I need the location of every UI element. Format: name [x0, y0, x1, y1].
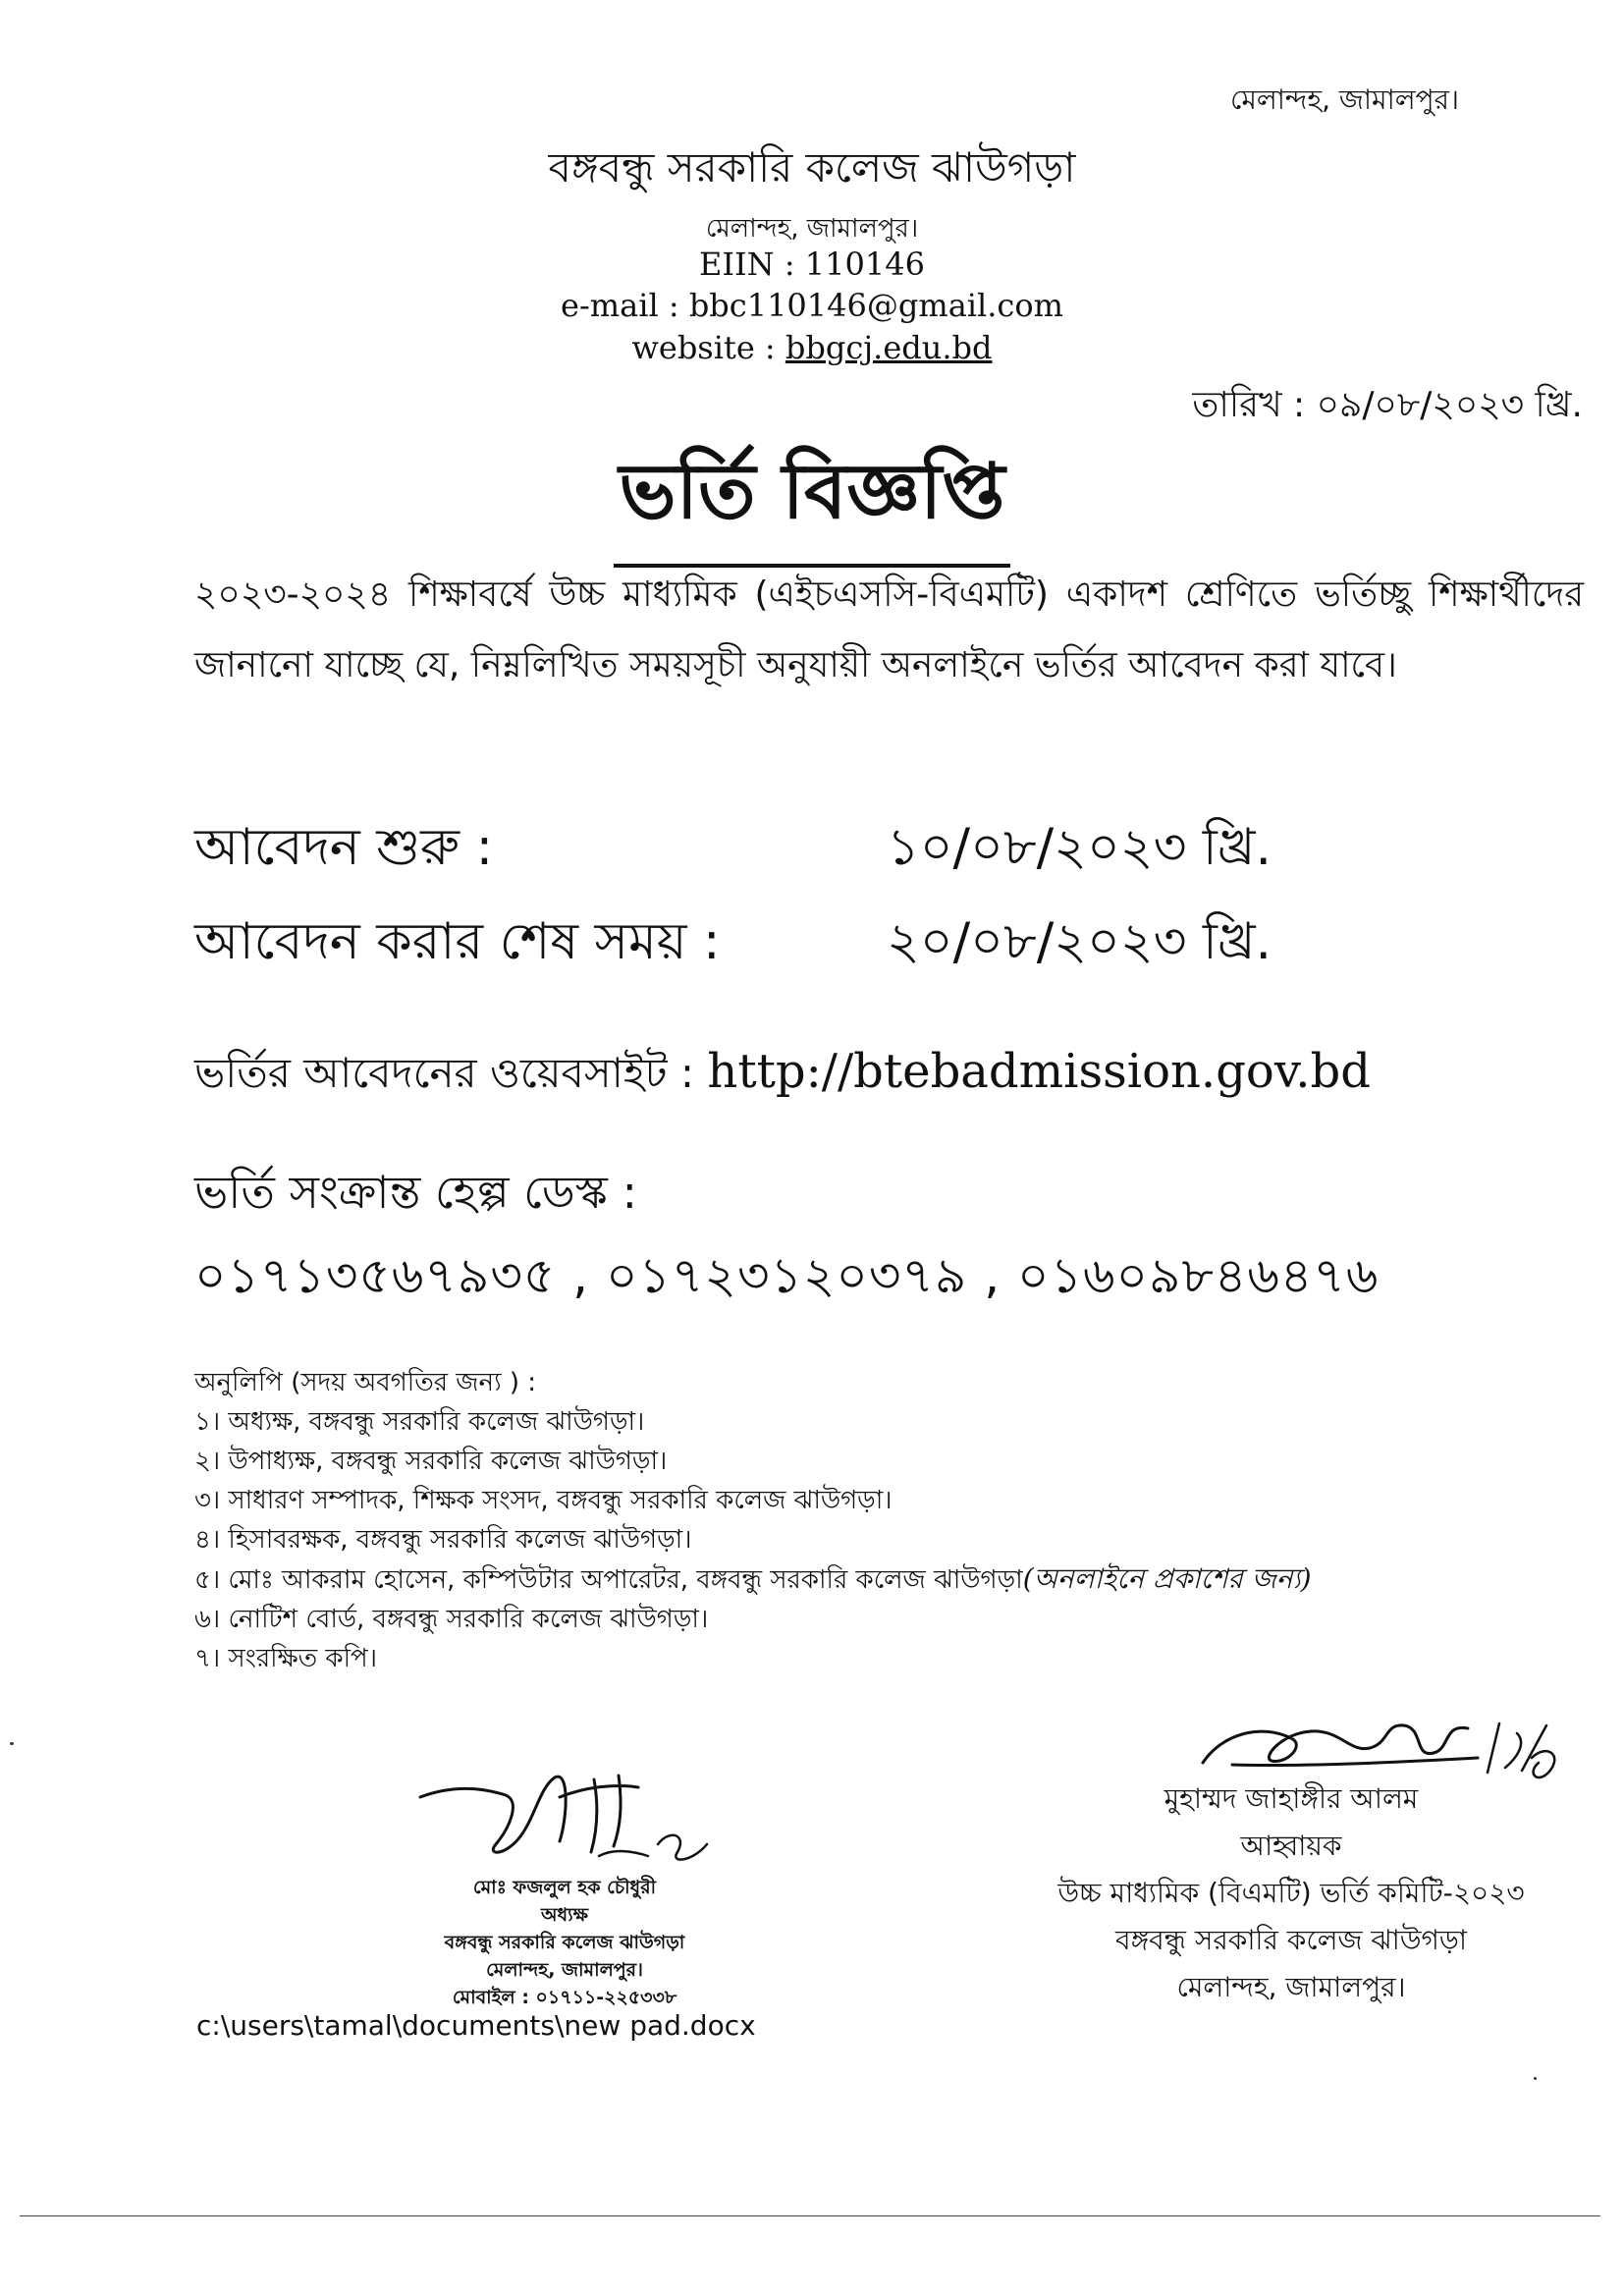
- copy-list-item: ৩। সাধারণ সম্পাদক, শিক্ষক সংসদ, বঙ্গবন্ধু সরকারি কলেজ ঝাউগড়া।: [194, 1486, 893, 1515]
- apply-website-link[interactable]: http://btebadmission.gov.bd: [707, 1044, 1371, 1099]
- college-name: বঙ্গবন্ধু সরকারি কলেজ ঝাউগড়া: [548, 143, 1076, 191]
- principal-college: বঙ্গবন্ধু সরকারি কলেজ ঝাউগড়া: [444, 1932, 685, 1953]
- website-line: [0, 329, 1624, 366]
- principal-name: মোঃ ফজলুল হক চৌধুরী: [472, 1877, 657, 1898]
- notice-intro: ২০২৩-২০২৪ শিক্ষাবর্ষে উচ্চ মাধ্যমিক (এইচএসসি-বিএমটি) একাদশ শ্রেণিতে ভর্তিচ্ছু শিক্ষার্থীদের জানানো যাচ্ছে যে, নিম্নলিখিত সময়সূচী অনুযায়ী অনলাইনে ভর্তির আবেদন করা যাবে।: [194, 574, 1584, 685]
- website-link[interactable]: bbgcj.edu.bd: [785, 329, 993, 366]
- principal-seal: [383, 1874, 746, 2011]
- convener-address: মেলান্দহ, জামালপুর।: [1176, 1971, 1406, 2003]
- scan-speck: [1534, 2077, 1537, 2080]
- notice-date: তারিখ : ০৯/০৮/২০২৩ খ্রি.: [1192, 385, 1583, 425]
- principal-mobile: মোবাইল : ০১৭১১-২২৫৩৩৮: [452, 1987, 677, 2008]
- copy-list-heading: অনুলিপি (সদয় অবগতির জন্য ) :: [194, 1368, 537, 1397]
- convener-name: মুহাম্মদ জাহাঙ্গীর আলম: [1164, 1782, 1419, 1815]
- corner-address: মেলান্দহ, জামালপুর।: [1230, 83, 1459, 116]
- convener-college: বঙ্গবন্ধু সরকারি কলেজ ঝাউগড়া: [1115, 1924, 1467, 1956]
- helpdesk-numbers: ০১৭১৩৫৬৭৯৩৫ , ০১৭২৩১২০৩৭৯ , ০১৬০৯৮৪৬৪৭৬: [194, 1247, 1380, 1304]
- end-date-label: আবেদন করার শেষ সময় :: [194, 912, 721, 971]
- header-address: মেলান্দহ, জামালপুর।: [705, 214, 919, 244]
- copy-list-item: ৪। হিসাবরক্ষক, বঙ্গবন্ধু সরকারি কলেজ ঝাউগড়া।: [194, 1525, 692, 1555]
- end-date-value: ২০/০৮/২০২৩ খ্রি.: [887, 912, 1272, 971]
- file-path: c:\users\tamal\documents\new pad.docx: [196, 2009, 756, 2042]
- start-date-value: ১০/০৮/২০২৩ খ্রি.: [887, 818, 1272, 877]
- email-address: e-mail : bbc110146@gmail.com: [561, 287, 1063, 324]
- convener-block: [1041, 1776, 1542, 2011]
- handwritten-note: (অনলাইনে প্রকাশের জন্য): [1022, 1562, 1312, 1595]
- copy-list-item: ২। উপাধ্যক্ষ, বঙ্গবন্ধু সরকারি কলেজ ঝাউগড়া।: [194, 1447, 668, 1476]
- start-date-row: [194, 807, 1471, 886]
- notice-title: ভর্তি বিজ্ঞপ্তি: [614, 432, 1011, 568]
- copy-list-item: ১। অধ্যক্ষ, বঙ্গবন্ধু সরকারি কলেজ ঝাউগড়া।: [194, 1407, 645, 1437]
- apply-website-label: ভর্তির আবেদনের ওয়েবসাইট :: [194, 1049, 708, 1097]
- scan-speck: [10, 1742, 14, 1745]
- copy-list-item: ৬। নোটিশ বোর্ড, বঙ্গবন্ধু সরকারি কলেজ ঝাউগড়া।: [194, 1605, 709, 1634]
- bottom-rule: [20, 2215, 1600, 2216]
- copy-list-item: ৭। সংরক্ষিত কপি।: [194, 1644, 377, 1673]
- start-date-label: আবেদন শুরু :: [194, 818, 494, 877]
- helpdesk-label: ভর্তি সংক্রান্ত হেল্প ডেস্ক :: [194, 1166, 637, 1219]
- eiin-number: EIIN : 110146: [699, 246, 925, 283]
- copy-list-item-5: [194, 1559, 1589, 1600]
- principal-signature: [412, 1758, 736, 1866]
- apply-website-line: [194, 1041, 1371, 1111]
- notice-title-wrap: [0, 432, 1624, 568]
- principal-title: অধ্যক্ষ: [540, 1904, 588, 1926]
- principal-address: মেলান্দহ, জামালপুর।: [486, 1959, 643, 1981]
- copy-list: [194, 1363, 1589, 1678]
- convener-role: আহ্বায়ক: [1240, 1830, 1342, 1862]
- end-date-row: [194, 902, 1471, 980]
- convener-committee: উচ্চ মাধ্যমিক (বিএমটি) ভর্তি কমিটি-২০২৩: [1057, 1877, 1525, 1909]
- copy-list-item: ৫। মোঃ আকরাম হোসেন, কম্পিউটার অপারেটর, বঙ্গবন্ধু সরকারি কলেজ ঝাউগড়া: [194, 1565, 1023, 1595]
- website-label: website :: [631, 329, 785, 366]
